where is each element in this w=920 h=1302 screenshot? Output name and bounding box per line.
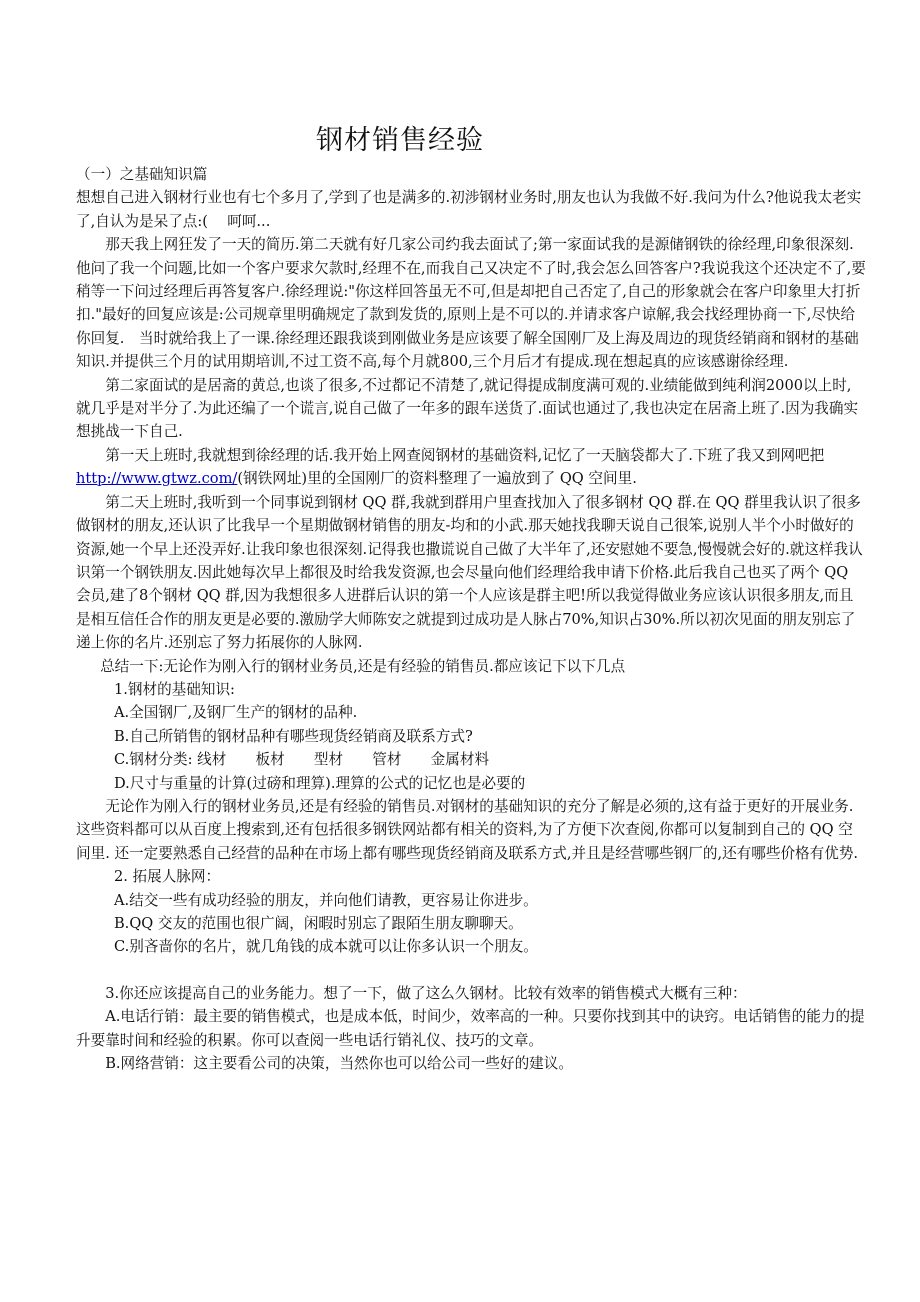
paragraph-interview-2: 第二家面试的是居斋的黄总,也谈了很多,不过都记不清楚了,就记得提成制度满可观的.业绩能做到纯利润2000以上时,就几乎是对半分了.为此还编了一个谎言,说自己做了一年多的跟车送货了.面试也通过了,我也决定在居斋上班了.因为我确实想挑战一下自己.: [76, 376, 859, 441]
section-2-item-b: B.QQ 交友的范围也很广阔，闲暇时别忘了跟陌生朋友聊聊天。: [113, 915, 523, 932]
section-2-heading: 2. 拓展人脉网：: [113, 868, 221, 886]
website-link[interactable]: http://www.gtwz.com/: [76, 470, 238, 488]
section-1-body: 无论作为刚入行的钢材业务员,还是有经验的销售员.对钢材的基础知识的充分了解是必须的,这有益于更好的开展业务. 这些资料都可以从百度上搜索到,还有包括很多钢铁网站都有相关的资料,为了方便下次查阅,你都可以复制到自己的 QQ 空间里. 还一定要熟悉自己经营的品种在市场上都有哪些现货经销商及联系方式,并且是经营哪些钢厂的,还有哪些价格有优势.: [76, 797, 873, 862]
section-2-item-c: C.别吝啬你的名片，就几角钱的成本就可以让你多认识一个朋友。: [113, 938, 538, 956]
paragraph-first-day-text-1: 第一天上班时,我就想到徐经理的话.我开始上网查阅钢材的基础资料,记忆了一天脑袋都大了.下班了我又到网吧把: [105, 446, 825, 464]
paragraph-interview-1: 那天我上网狂发了一天的简历.第二天就有好几家公司约我去面试了;第一家面试我的是源储钢铁的徐经理,印象很深刻.他问了我一个问题,比如一个客户要求欠款时,经理不在,而我自己又决定不了时,我会怎么回答客户?我说我这个还决定不了,要稍等一下问过经理后再答复客户.徐经理说:"你这样回答虽无不可,但是却把自己否定了,自己的形象就会在客户印象里大打折扣."最好的回复应该是:公司规章里明确规定了款到发货的,原则上是不可以的.并请求客户谅解,我会找经理协商一下,尽快给你回复. 当时就给我上了一课.徐经理还跟我谈到刚做业务是应该要了解全国刚厂及上海及周边的现货经销商和钢材的基础知识.并提供三个月的试用期培训,不过工资不高,每个月就800,三个月后才有提成.现在想起真的应该感谢徐经理.: [76, 236, 866, 371]
section-1-item-c: C.钢材分类: 线材 板材 型材 管材 金属材料: [113, 751, 490, 769]
document-title: 钢材销售经验: [316, 125, 484, 156]
section-3-heading: 3.你还应该提高自己的业务能力。想了一下，做了这么久钢材。比较有效率的销售模式大概有三种：: [105, 984, 747, 1002]
section-1-item-a: A.全国钢厂,及钢厂生产的钢材的品种.: [113, 704, 358, 722]
paragraph-intro: 想想自己进入钢材行业也有七个多月了,学到了也是满多的.初涉钢材业务时,朋友也认为我做不好.我问为什么?他说我太老实了,自认为是呆了点:( 呵呵...: [76, 189, 862, 230]
spacer: [76, 959, 866, 982]
section-1-item-b: B.自己所销售的钢材品种有哪些现货经销商及联系方式?: [113, 727, 473, 745]
paragraph-first-day: [76, 444, 866, 491]
summary-line: 总结一下:无论作为刚入行的钢材业务员,还是有经验的销售员.都应该记下以下几点: [100, 657, 626, 675]
document-body: [76, 163, 873, 1075]
section-1-heading: 1.钢材的基础知识:: [113, 680, 235, 698]
section-2-item-a: A.结交一些有成功经验的朋友，并向他们请教，更容易让你进步。: [113, 891, 538, 909]
section-heading: （一）之基础知识篇: [76, 166, 208, 183]
paragraph-second-day: 第二天上班时,我听到一个同事说到钢材 QQ 群,我就到群用户里查找加入了很多钢材 QQ 群.在 QQ 群里我认识了很多做钢材的朋友,还认识了比我早一个星期做钢材销售的朋友-均和的小武.那天她找我聊天说自己很笨,说别人半个小时做好的资源,她一个早上还没弄好.让我印象也很深刻.记得我也撒谎说自己做了大半年了,还安慰她不要急,慢慢就会好的.就这样我认识第一个钢铁朋友.因此她每次早上都很及时给我发资源,也会尽量向他们经理给我申请下价格.此后我自己也买了两个 QQ 会员,建了8个钢材 QQ 群,因为我想很多人进群后认识的第一个人应该是群主吧!所以我觉得做业务应该认识很多朋友,而且是相互信任合作的朋友更是必要的.激励学大师陈安之就提到过成功是人脉占70%,知识占30%.所以初次见面的朋友别忘了递上你的名片.还别忘了努力拓展你的人脉网.: [76, 493, 863, 652]
section-3-item-b: B.网络营销：这主要看公司的决策，当然你也可以给公司一些好的建议。: [105, 1055, 573, 1073]
section-3-item-a: A.电话行销：最主要的销售模式，也是成本低，时间少，效率高的一种。只要你找到其中的诀窍。电话销售的能力的提升要靠时间和经验的积累。你可以查阅一些电话行销礼仪、技巧的文章。: [76, 1008, 865, 1049]
section-1-item-d: D.尺寸与重量的计算(过磅和理算).理算的公式的记忆也是必要的: [113, 774, 526, 792]
paragraph-first-day-text-2: (钢铁网址)里的全国刚厂的资料整理了一遍放到了 QQ 空间里.: [237, 470, 637, 488]
